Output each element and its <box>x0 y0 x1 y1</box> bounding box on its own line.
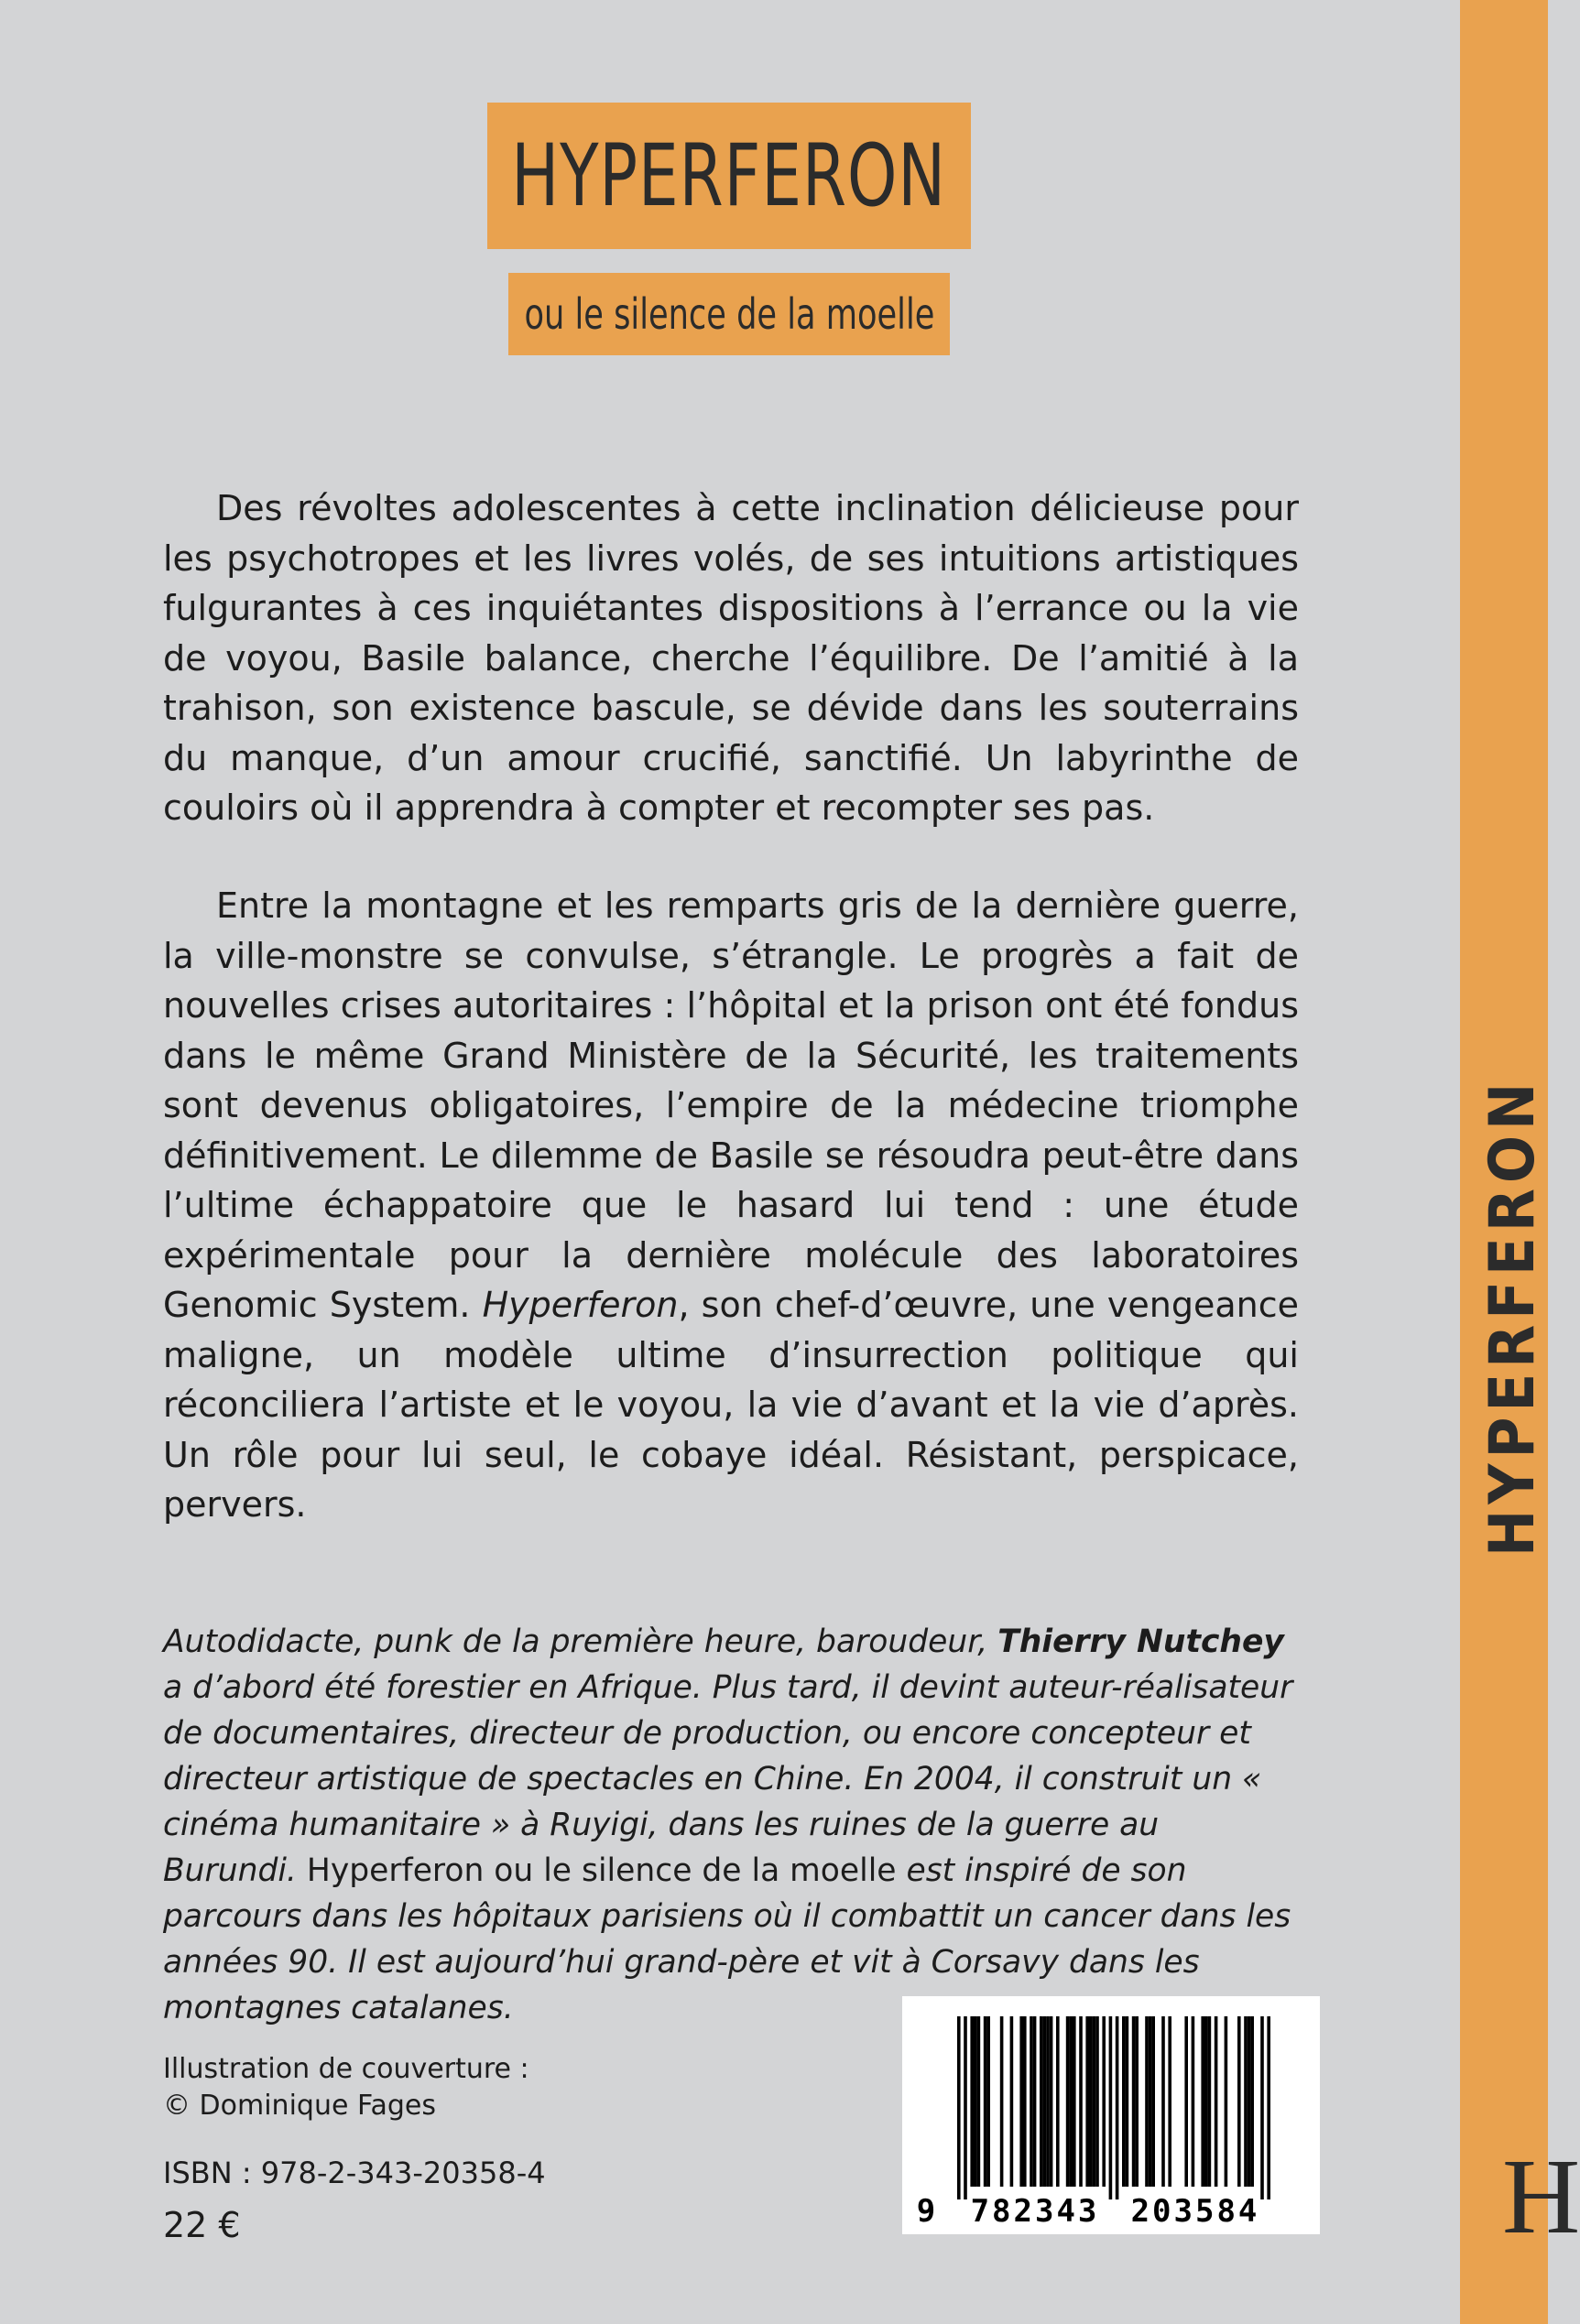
barcode-bar <box>1089 2016 1093 2187</box>
author-bio <box>163 1619 1299 2031</box>
barcode-bar <box>1244 2016 1248 2187</box>
barcode-bar <box>1145 2016 1149 2187</box>
barcode-bar <box>1050 2016 1053 2187</box>
barcode-bar <box>1237 2016 1241 2187</box>
barcode-bar <box>1030 2016 1033 2187</box>
synopsis-paragraph-2 <box>163 881 1299 1530</box>
barcode-digit-first: 9 <box>916 2193 936 2230</box>
barcode-bar <box>1132 2016 1136 2187</box>
barcode-bar <box>1066 2016 1070 2187</box>
barcode-bar <box>1250 2016 1254 2187</box>
spine-title: HYPERFERON <box>1476 1077 1549 1557</box>
barcode-guard-bar <box>1109 2016 1113 2199</box>
publisher-logo: H <box>1502 2136 1580 2256</box>
barcode-bar <box>1000 2016 1004 2187</box>
synopsis-text: , son chef-d’œuvre, une vengeance maligne, un modèle ultime d’insurrection politique qui réconciliera l’artiste et le voyou, la vie d’avant et la vie d’après. Un rôle pour lui seul, le cobaye idéal. Résistant, perspicace, pervers. <box>163 1285 1299 1525</box>
barcode-bar <box>977 2016 981 2187</box>
barcode-bar <box>1215 2016 1218 2187</box>
barcode-bar <box>1033 2016 1037 2187</box>
barcode-bar <box>974 2016 977 2187</box>
subtitle-banner <box>508 273 950 355</box>
barcode-bar <box>1204 2016 1208 2187</box>
barcode-bar <box>1201 2016 1204 2187</box>
barcode-bar <box>1225 2016 1228 2187</box>
barcode-bar <box>1093 2016 1096 2187</box>
book-title: HYPERFERON <box>511 125 947 226</box>
barcode-bar <box>1056 2016 1060 2187</box>
barcode-bar <box>1040 2016 1043 2187</box>
barcode-bar <box>1046 2016 1050 2187</box>
barcode-bar <box>1079 2016 1083 2187</box>
isbn: ISBN : 978-2-343-20358-4 <box>163 2156 546 2190</box>
synopsis-paragraph-1: Des révoltes adolescentes à cette inclination délicieuse pour les psychotropes et les livres volés, de ses intuitions artistiques fulgurantes à ces inquiétantes dispositions à l’errance ou la vie de voyou, Basile balance, cherche l’équilibre. De l’amitié à la trahison, son existence bascule, se dévide dans les souterrains du manque, d’un amour crucifié, sanctifié. Un labyrinthe de couloirs où il apprendra à compter et recompter ses pas. <box>163 488 1299 828</box>
barcode-bar <box>1184 2016 1188 2187</box>
barcode-bar <box>1135 2016 1139 2187</box>
barcode-bar <box>984 2016 987 2187</box>
barcode-bar <box>1149 2016 1152 2187</box>
barcode-bar <box>970 2016 974 2187</box>
barcode-guard-bar <box>957 2016 961 2199</box>
barcode-guard-bar <box>964 2016 967 2199</box>
credit-artist: © Dominique Fages <box>163 2090 436 2122</box>
barcode-guard-bar <box>1116 2016 1119 2199</box>
title-banner <box>487 103 971 249</box>
bio-book-title: Hyperferon ou le silence de la moelle <box>306 1852 897 1889</box>
barcode-bar <box>1208 2016 1212 2187</box>
price: 22 € <box>163 2205 241 2245</box>
barcode-bar <box>986 2016 990 2187</box>
barcode-bar <box>1023 2016 1027 2187</box>
barcode-bar <box>1122 2016 1126 2187</box>
synopsis-book-title: Hyperferon <box>482 1285 679 1325</box>
bio-text: Autodidacte, punk de la première heure, baroudeur, <box>163 1624 998 1660</box>
credit-label: Illustration de couverture : <box>163 2053 529 2085</box>
barcode-bar <box>1192 2016 1195 2187</box>
barcode-bar <box>1151 2016 1155 2187</box>
barcode-bar <box>1095 2016 1099 2187</box>
illustration-credit <box>163 2051 529 2124</box>
barcode-digits-left: 782343 <box>970 2193 1100 2230</box>
author-name: Thierry Nutchey <box>997 1624 1284 1660</box>
barcode-bar <box>1073 2016 1076 2187</box>
barcode-guard-bar <box>1260 2016 1264 2199</box>
barcode-bar <box>1161 2016 1165 2187</box>
barcode-bar <box>1126 2016 1129 2187</box>
barcode-bar <box>1069 2016 1073 2187</box>
barcode-bar <box>1019 2016 1023 2187</box>
barcode-bar <box>1168 2016 1171 2187</box>
barcode-bar <box>1248 2016 1251 2187</box>
barcode-digits-right: 203584 <box>1130 2193 1260 2230</box>
synopsis-text: Entre la montagne et les remparts gris de la dernière guerre, la ville-monstre se convulse, s’étrangle. Le progrès a fait de nouvelles crises autoritaires : l’hôpital et la prison ont été fondus dans le même Grand Ministère de la Sécurité, les traitements sont devenus obligatoires, l’empire de la médecine triomphe définitivement. Le dilemme de Basile se résoudra peut-être dans l’ultime échappatoire que le hasard lui tend : une étude expérimentale pour la dernière molécule des laboratoires Genomic System. <box>163 885 1299 1325</box>
barcode-bar <box>1010 2016 1014 2187</box>
barcode-bar <box>1043 2016 1047 2187</box>
barcode-bar <box>1102 2016 1106 2187</box>
barcode-guard-bar <box>1267 2016 1270 2199</box>
barcode <box>902 1996 1320 2234</box>
bio-text: a d’abord été forestier en Afrique. Plus tard, il devint auteur-réalisateur de documentaires, directeur de production, ou encore concepteur et directeur artistique de spectacles en Chine. En 2004, il construit un « cinéma humanitaire » à Ruyigi, dans les ruines de la guerre au Burundi. <box>163 1669 1293 1889</box>
barcode-bar <box>1085 2016 1089 2187</box>
book-subtitle: ou le silence de la moelle <box>524 289 934 339</box>
barcode-graphic <box>902 1996 1320 2234</box>
bio-text: est inspiré de son parcours dans les hôpitaux parisiens où il combattit un cancer dans les années 90. Il est aujourd’hui grand-père et vit à Corsavy dans les montagnes catalanes. <box>163 1852 1291 2026</box>
